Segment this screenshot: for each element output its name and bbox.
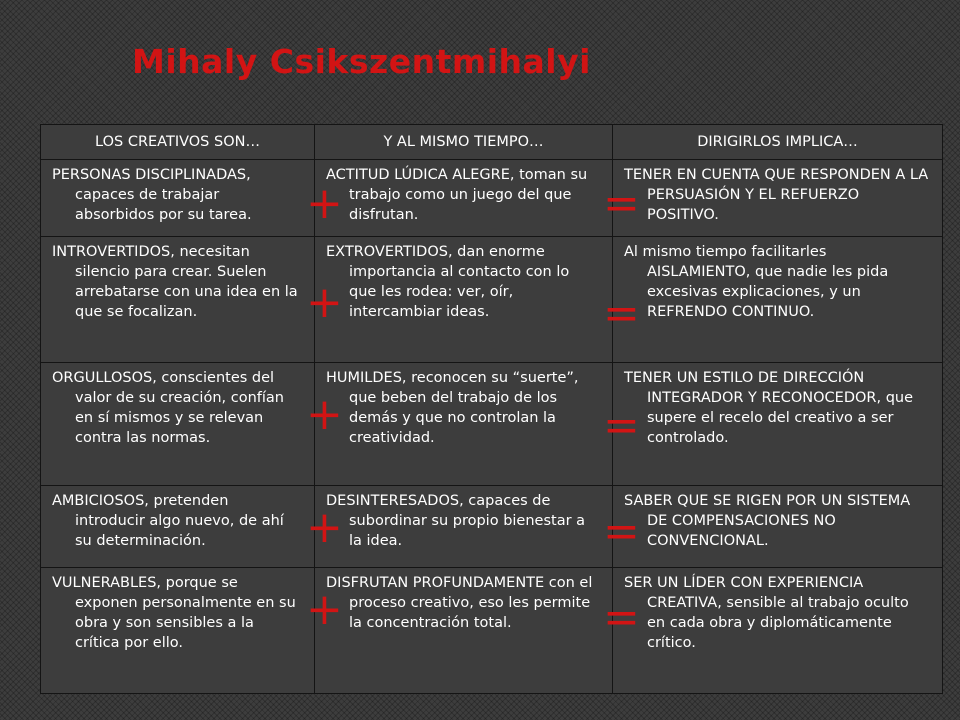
cell-text: SER UN LÍDER CON EXPERIENCIA CREATIVA, sensible al trabajo oculto en cada obra y diplomáticamente crítico. (624, 575, 909, 652)
plus-sign: + (306, 502, 343, 553)
cell-text: AMBICIOSOS, pretenden introducir algo nuevo, de ahí su determinación. (52, 492, 284, 549)
cell-text: EXTROVERTIDOS, dan enorme importancia al contacto con lo que les rodea: ver, oír, intercambiar ideas. (326, 244, 570, 321)
table-row (41, 363, 943, 486)
table-cell (315, 568, 613, 694)
table-cell (315, 160, 613, 237)
plus-sign: + (306, 584, 343, 635)
plus-sign: + (306, 389, 343, 440)
table-cell (41, 160, 315, 237)
table-cell (315, 485, 613, 567)
cell-text: INTROVERTIDOS, necesitan silencio para crear. Suelen arrebatarse con una idea en la que se focalizan. (52, 244, 298, 321)
table-row (41, 485, 943, 567)
table-cell (315, 237, 613, 363)
equals-sign: = (603, 288, 640, 339)
equals-sign: = (603, 400, 640, 451)
table-cell (41, 237, 315, 363)
plus-sign: + (306, 178, 343, 229)
cell-text: DESINTERESADOS, capaces de subordinar su propio bienestar a la idea. (326, 492, 586, 549)
page-title: Mihaly Csikszentmihalyi (132, 42, 591, 81)
equals-sign: = (603, 178, 640, 229)
cell-text: VULNERABLES, porque se exponen personalmente en su obra y son sensibles a la crítica por ello. (52, 575, 296, 652)
plus-sign: + (306, 277, 343, 328)
table-cell (41, 568, 315, 694)
cell-text: HUMILDES, reconocen su “suerte”, que beben del trabajo de los demás y que no controlan la creatividad. (326, 370, 579, 447)
table-cell (613, 363, 943, 486)
table-cell (41, 485, 315, 567)
cell-text: PERSONAS DISCIPLINADAS, capaces de trabajar absorbidos por su tarea. (52, 167, 252, 223)
table-cell (315, 363, 613, 486)
cell-text: SABER QUE SE RIGEN POR UN SISTEMA DE COMPENSACIONES NO CONVENCIONAL. (624, 492, 911, 549)
header-dirigirlos: DIRIGIRLOS IMPLICA… (613, 125, 943, 160)
header-row (41, 125, 943, 160)
cell-text: Al mismo tiempo facilitarles AISLAMIENTO, que nadie les pida excesivas explicaciones, y un REFRENDO CONTINUO. (624, 244, 889, 321)
comparison-table (40, 124, 943, 694)
table-cell (613, 568, 943, 694)
table-cell (41, 363, 315, 486)
cell-text: DISFRUTAN PROFUNDAMENTE con el proceso creativo, eso les permite la concentración total. (326, 575, 593, 632)
table-row (41, 160, 943, 237)
cell-text: TENER UN ESTILO DE DIRECCIÓN INTEGRADOR Y RECONOCEDOR, que supere el recelo del creativo a ser controlado. (624, 370, 914, 447)
equals-sign: = (603, 506, 640, 557)
header-mismo-tiempo: Y AL MISMO TIEMPO… (315, 125, 613, 160)
table-cell (613, 237, 943, 363)
cell-text: TENER EN CUENTA QUE RESPONDEN A LA PERSUASIÓN Y EL REFUERZO POSITIVO. (624, 167, 929, 223)
table-cell (613, 485, 943, 567)
table-row (41, 237, 943, 363)
cell-text: ORGULLOSOS, conscientes del valor de su creación, confían en sí mismos y se relevan contra las normas. (52, 370, 284, 447)
table-row (41, 568, 943, 694)
table-cell (613, 160, 943, 237)
equals-sign: = (603, 592, 640, 643)
header-creativos: LOS CREATIVOS SON… (41, 125, 315, 160)
cell-text: ACTITUD LÚDICA ALEGRE, toman su trabajo como un juego del que disfrutan. (326, 167, 588, 223)
